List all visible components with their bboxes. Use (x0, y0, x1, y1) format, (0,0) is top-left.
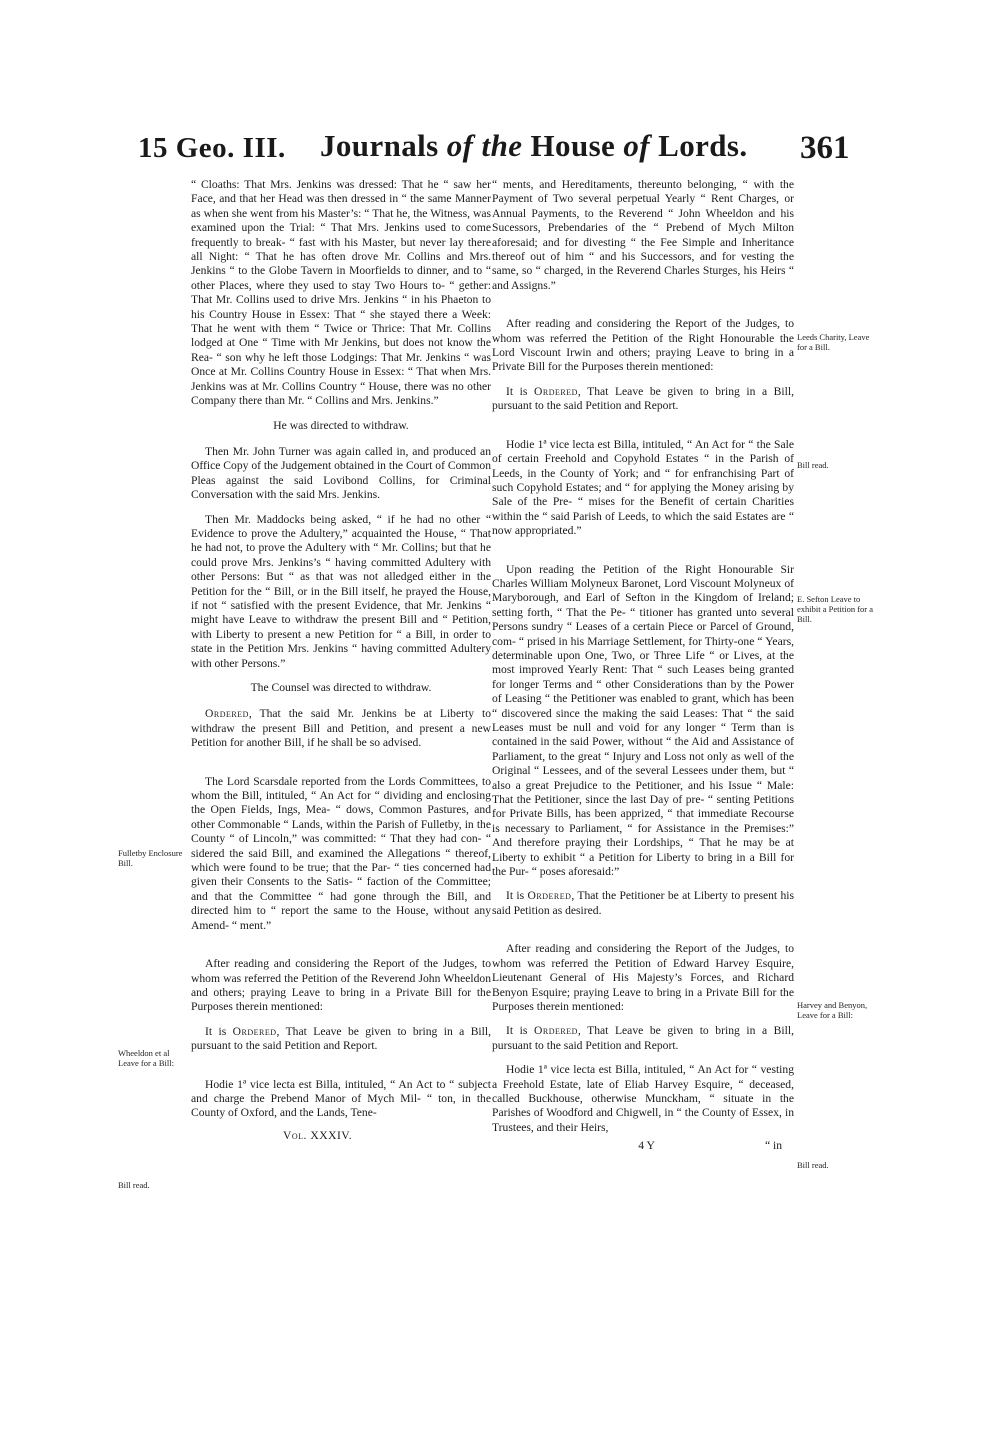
maddocks-paragraph: Then Mr. Maddocks being asked, “ if he had no other “ Evidence to prove the Adultery,” acquainted the House, “ That he had not, to prove the Adultery with “ Mr. Collins; but that he could prove Mrs. Jenkins’s “ having committed Adultery with other Persons: But “ as that was not alledged either in the Petition for the “ Bill, or in the Bill itself, he prayed the House, if not “ satisfied with the present Evidence, that Mr. Jenkins “ might have Leave to withdraw the present Bill and “ Petition, with Liberty to present a new Petition for “ a Bill, in order to state in the Petition Mrs. Jenkins “ having committed Adultery with other Persons.” (191, 512, 491, 670)
jenkins-order (191, 707, 491, 750)
margin-note-bill-read-right-2: Bill read. (797, 1160, 829, 1170)
margin-note-harvey: Harvey and Benyon, Leave for a Bill: (797, 1000, 868, 1020)
jenkins-order-text: , That the said Mr. Jenkins be at Liberty to withdraw the present Bill and Petition, and present a new Petition for another Bill, if he shall be so advised. (191, 707, 491, 750)
margin-note-wheeldon: Wheeldon et al Leave for a Bill: (118, 1048, 174, 1068)
page-number: 361 (800, 130, 850, 166)
wheeldon-paragraph: After reading and considering the Report of the Judges, to whom was referred the Petition of the Reverend John Wheeldon and others; praying Leave to bring in a Private Bill for the Purposes therein mentioned: (191, 957, 491, 1014)
page-title (320, 128, 748, 164)
turner-paragraph: Then Mr. John Turner was again called in, and produced an Office Copy of the Judgement obtained in the Court of Common Pleas against the said Lovibond Collins, for Criminal Conversation with the said Mrs. Jenkins. (191, 444, 491, 502)
margin-note-fulletby: Fulletby Enclosure Bill. (118, 848, 183, 868)
harvey-paragraph: After reading and considering the Report of the Judges, to whom was referred the Petition of Edward Harvey Esquire, Lieutenant General of His Majesty’s Forces, and Richard Benyon Esquire; praying Leave to bring in a Private Bill for the Purposes therein mentioned: (492, 942, 794, 1013)
right-column (492, 178, 794, 1154)
left-column (191, 178, 491, 1143)
title-part-1: Journals (320, 128, 447, 163)
signature-mark: 4 Y “ in (638, 1139, 782, 1153)
sefton-petition: Upon reading the Petition of the Right Honourable Sir Charles William Molyneux Baronet, Lord Viscount Molyneux of Maryborough, and Earl of Sefton in the Kingdom of Ireland; setting forth, “ That the Pe- “ titioner has granted unto several Persons sundry “ Leases of a certain Piece or Parcel of Ground, com- “ prised in his Marriage Settlement, for Thirty-one “ Years, determinable upon One, Two, or Three Life “ or Lives, at the most improved Yearly Rent: That “ such Leases being granted for longer Terms and “ other Considerations than by the Power of Leasing “ the Petitioner was enabled to grant, which has been “ discovered since the making the said Leases: That “ the said Leases must be null and void for any longer “ Term than is contained in the said Power, without “ the Aid and Assistance of Parliament, to the great “ Injury and Loss not only as well of the Original “ Lessees, and of the several Lessees under them, but “ also a great Prejudice to the Petitioner, and his Issue “ Male: That the Petitioner, since the last Day of pre- “ senting Petitions for Private Bills, has been apprized, “ that immediate Recourse is necessary to Parliament, “ for Assistance in the Premises:” And therefore praying their Lordships, “ That he may be at Liberty to exhibit “ a Petition for Liberty to bring in a Bill for the Pur- “ poses aforesaid:” (492, 562, 794, 879)
withdraw-note: He was directed to withdraw. (273, 418, 409, 432)
margin-note-bill-read-left: Bill read. (118, 1180, 150, 1190)
irwin-order: It is Ordered, That Leave be given to bring in a Bill, pursuant to the said Petition and Report. (492, 384, 794, 413)
margin-note-sefton: E. Sefton Leave to exhibit a Petition for a Bill. (797, 594, 874, 624)
wheeldon-bill-continued: “ ments, and Hereditaments, thereunto belonging, “ with the Payment of Two several perpetual Yearly “ Rent Charges, or Annual Payments, to the Reverend “ John Wheeldon and his Sucessors, Prebendaries of the “ Prebend of Mych Milton aforesaid; and for divesting “ the Fee Simple and Inheritance thereof out of him “ and his Successors, and for vesting the same, so “ charged, in the Reverend Charles Sturges, his Heirs “ and Assigns.” (492, 178, 794, 292)
leeds-bill: Hodie 1ª vice lecta est Billa, intituled, “ An Act for “ the Sale of certain Freehold and Copyhold Estates “ in the Parish of Leeds, in the County of York; and “ for enfranchising Part of such Copyhold Estates; and “ for applying the Money arising by Sale of the Pre- “ mises for the Benefit of certain Charities within the “ said Parish of Leeds, to which the said Estates are “ now appropriated.” (492, 437, 794, 538)
title-of-1: of the (446, 128, 523, 163)
buckhouse-bill: Hodie 1ª vice lecta est Billa, intituled, “ An Act for “ vesting a Freehold Estate, late of Eliab Harvey Esquire, “ deceased, called Buckhouse, otherwise Munckham, “ situate in the Parishes of Woodford and Chigwell, in “ the County of Essex, in Trustees, and their Heirs, (492, 1063, 794, 1134)
irwin-paragraph: After reading and considering the Report of the Judges, to whom was referred the Petition of the Right Honourable the Lord Viscount Irwin and others; praying Leave to bring in a Private Bill for the Purposes therein mentioned: (492, 317, 794, 374)
title-of-2: of (623, 128, 650, 163)
margin-note-leeds: Leeds Charity, Leave for a Bill. (797, 332, 870, 352)
margin-note-bill-read-right-1: Bill read. (797, 460, 829, 470)
regnal-year: 15 Geo. III. (138, 132, 286, 164)
volume-mark: Vol. XXXIV. (283, 1128, 353, 1142)
witness-testimony: “ Cloaths: That Mrs. Jenkins was dressed: That he “ saw her Face, and that her Head was then dressed in “ the same Manner as when she went from his Master’s: “ That he, the Witness, was examined upon the Trial: “ That Mrs. Jenkins used to come frequently to break- “ fast with his Master, but never lay there all Night: “ That he has often drove Mr. Collins and Mrs. Jenkins “ to the Globe Tavern in Moorfields to dinner, and to “ other Places, where they used to stay Two Hours to- “ gether: That Mr. Collins used to drive Mrs. Jenkins “ in his Phaeton to his Country House in Essex: That “ she stayed there a Week: That he went with them “ Twice or Thrice: That Mr. Collins lodged at One “ Time with Mr Jenkins, but does not know the Rea- “ son why he left those Lodgings: That Mr. Jenkins “ was Once at Mr. Collins Country House in Essex: “ That when Mrs. Jenkins was at Mr. Collins Country “ House, there was no other Company there than Mr. “ Collins and Mrs. Jenkins.” (191, 178, 491, 408)
sefton-order: It is Ordered, That the Petitioner be at Liberty to present his said Petition as desired. (492, 889, 794, 917)
counsel-withdraw-note: The Counsel was directed to withdraw. (250, 681, 432, 694)
mych-milton-bill: Hodie 1ª vice lecta est Billa, intituled, “ An Act to “ subject and charge the Prebend Manor of Mych Mil- “ ton, in the County of Oxford, and the Lands, Tene- (191, 1077, 491, 1120)
title-part-2: House (522, 128, 624, 163)
fulletby-report: The Lord Scarsdale reported from the Lords Committees, to whom the Bill, intituled, “ An Act for “ dividing and enclosing the Open Fields, Ings, Mea- “ dows, Common Pastures, and other Commonable “ Lands, within the Parish of Fulletby, in the County “ of Lincoln,” was committed: “ That they had con- “ sidered the said Bill, and examined the Allegations “ thereof, which were found to be true; that the Par- “ ties concerned had given their Consents to the Satis- “ faction of the Committee; and that the Committee “ had gone through the Bill, and directed him to “ report the same to the House, without any Amend- “ ment.” (191, 774, 491, 932)
title-part-3: Lords. (649, 128, 748, 163)
page-header (0, 128, 992, 176)
wheeldon-order: It is Ordered, That Leave be given to bring in a Bill, pursuant to the said Petition and Report. (191, 1024, 491, 1053)
ordered-lead: Ordered (205, 707, 249, 721)
harvey-order: It is Ordered, That Leave be given to bring in a Bill, pursuant to the said Petition and Report. (492, 1024, 794, 1052)
